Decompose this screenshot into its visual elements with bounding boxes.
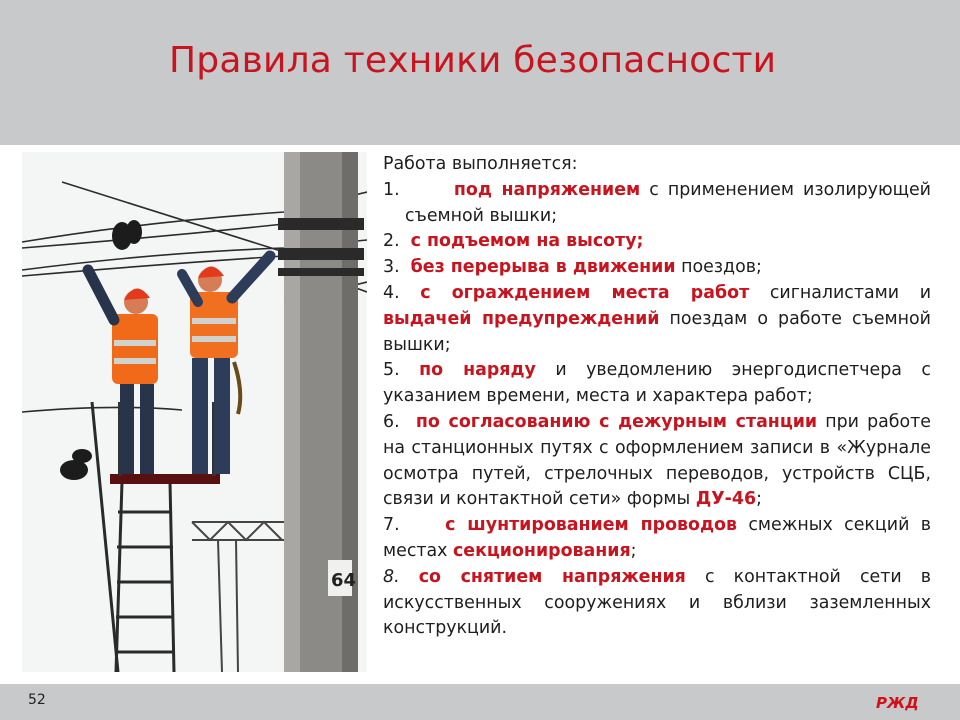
rule-text: с контактной сети в искусственных сооружениях и вблизи заземленных конструкций. [383,566,932,639]
rule-highlight-2: выдачей предупреждений [383,308,660,329]
rule-item-4 [383,281,931,358]
rule-text-end: ; [630,540,637,561]
rule-item-6 [383,410,931,513]
rule-item-5 [383,358,931,410]
slide-title: Правила техники безопасности [169,40,777,81]
rules-lead: Работа выполняется: [383,154,578,174]
rule-item-8 [383,565,931,642]
rule-highlight-2: ДУ-46 [695,489,757,510]
tower-platform [110,474,220,484]
rule-item-1 [383,178,931,230]
footer-band [0,684,960,720]
rule-text-end: ; [756,489,762,510]
rule-highlight: с шунтированием проводов [445,515,737,536]
workers-photo [22,152,367,672]
rule-text: и уведомлению энергодиспетчера с указанием времени, места и характера работ; [383,360,931,407]
rule-item-7 [383,513,931,565]
rule-highlight: без перерыва в движении [410,257,676,278]
rule-highlight: под напряжением [453,179,641,200]
rule-text: поездов; [675,257,762,278]
rule-highlight: со снятием напряжения [418,566,686,587]
rule-item-3 [383,255,931,281]
logo-text: РЖД [876,694,919,712]
rule-text: при работе на станционных путях с оформлением записи в «Журнале осмотра путей, стрелочных переводов, устройств СЦБ, связи и контактной сети» формы [383,411,931,510]
rule-number: 6. [383,411,400,432]
rule-highlight-2: секционирования [453,540,631,561]
pole-number: 64 [331,570,357,591]
rule-highlight: по согласованию с дежурным станции [415,411,818,432]
rule-number: 2. [383,231,400,252]
rule-text: сигналистами и [749,282,931,303]
rule-number: 1. [383,179,400,200]
rule-highlight: с подъемом на высоту; [410,231,644,252]
rule-highlight: по наряду [419,360,536,381]
rule-number: 4. [383,282,400,303]
rule-number: 5. [383,360,400,381]
rule-text: с применением изолирующей съемной вышки; [405,179,931,226]
rule-number: 8. [383,566,400,587]
rules-list [383,152,931,642]
rzd-logo [874,690,930,714]
rule-number: 7. [383,515,400,536]
rule-highlight: с ограждением места работ [420,282,750,303]
rule-item-2 [383,229,931,255]
rule-text-end: поездам о работе съемной вышки; [383,308,931,355]
rule-text: смежных секций в местах [383,515,931,561]
rule-number: 3. [383,257,400,278]
page-number: 52 [28,692,46,708]
